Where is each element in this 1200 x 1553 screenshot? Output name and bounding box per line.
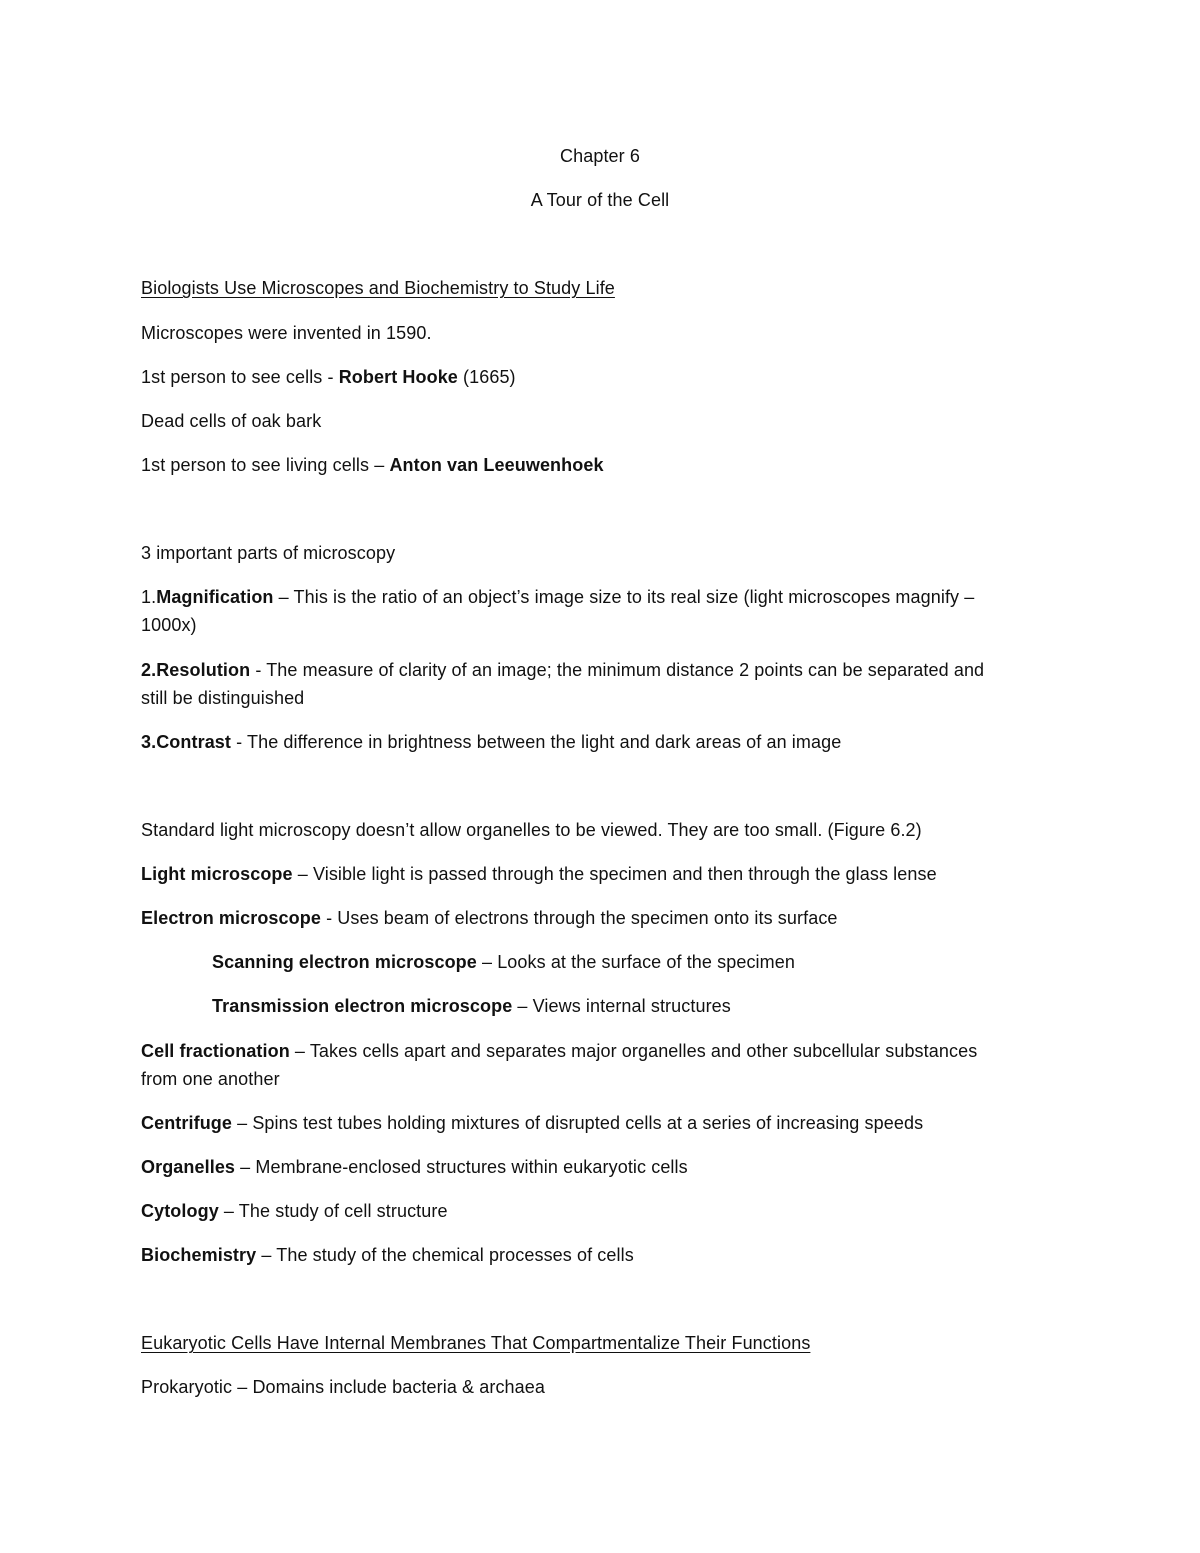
contrast-def: - The difference in brightness between the light and dark areas of an image (231, 732, 842, 752)
microscopy-intro: 3 important parts of microscopy (141, 543, 396, 563)
paragraph-standard-light: Standard light microscopy doesn’t allow organelles to be viewed. They are too small. (Figure 6.2) (141, 820, 922, 840)
term-centrifuge (141, 1109, 1061, 1137)
hooke-pre: 1st person to see cells - (141, 367, 339, 387)
section-heading-eukaryotic: Eukaryotic Cells Have Internal Membranes That Compartmentalize Their Functions (141, 1333, 811, 1353)
cytology-term: Cytology (141, 1201, 219, 1221)
hooke-name: Robert Hooke (338, 367, 458, 387)
biochemistry-def: – The study of the chemical processes of cells (256, 1245, 634, 1265)
light-microscope-term: Light microscope (141, 864, 293, 884)
magnification-item (141, 583, 1061, 611)
magnification-number: 1. (141, 587, 157, 607)
contrast-term: 3.Contrast (141, 732, 232, 752)
scanning-electron-def: – Looks at the surface of the specimen (476, 952, 795, 972)
centrifuge-term: Centrifuge (141, 1113, 232, 1133)
paragraph-oak-bark: Dead cells of oak bark (141, 411, 322, 431)
light-microscope-def: – Visible light is passed through the specimen and then through the glass lense (292, 864, 937, 884)
term-biochemistry (141, 1241, 1061, 1269)
electron-microscope-def: - Uses beam of electrons through the specimen onto its surface (320, 908, 838, 928)
hooke-post: (1665) (457, 367, 516, 387)
magnification-def: – This is the ratio of an object’s image size to its real size (light microscopes magnify – (273, 587, 975, 607)
term-cytology (141, 1197, 1061, 1225)
term-light-microscope (141, 860, 1061, 888)
magnification-def-cont: 1000x) (141, 615, 197, 635)
biochemistry-term: Biochemistry (141, 1245, 257, 1265)
cell-fractionation-def-cont: from one another (141, 1069, 280, 1089)
resolution-def-cont: still be distinguished (141, 688, 305, 708)
resolution-term: 2.Resolution (141, 660, 251, 680)
term-cell-fractionation (141, 1037, 1061, 1065)
chapter-title: A Tour of the Cell (530, 190, 670, 210)
magnification-term: Magnification (156, 587, 274, 607)
leeuwenhoek-pre: 1st person to see living cells – (141, 455, 390, 475)
organelles-term: Organelles (141, 1157, 236, 1177)
term-organelles (141, 1153, 1061, 1181)
resolution-item (141, 656, 1061, 684)
cell-fractionation-def: – Takes cells apart and separates major organelles and other subcellular substances (289, 1041, 978, 1061)
paragraph-prokaryotic: Prokaryotic – Domains include bacteria & archaea (141, 1377, 545, 1397)
scanning-electron-term: Scanning electron microscope (212, 952, 477, 972)
term-electron-microscope (141, 904, 1061, 932)
cytology-def: – The study of cell structure (218, 1201, 448, 1221)
paragraph-leeuwenhoek (141, 451, 1061, 479)
contrast-item (141, 728, 1061, 756)
transmission-electron-term: Transmission electron microscope (212, 996, 513, 1016)
cell-fractionation-term: Cell fractionation (141, 1041, 290, 1061)
centrifuge-def: – Spins test tubes holding mixtures of disrupted cells at a series of increasing speeds (232, 1113, 924, 1133)
chapter-label: Chapter 6 (560, 146, 640, 166)
organelles-def: – Membrane-enclosed structures within eukaryotic cells (235, 1157, 688, 1177)
leeuwenhoek-name: Anton van Leeuwenhoek (389, 455, 604, 475)
transmission-electron-def: – Views internal structures (512, 996, 731, 1016)
term-transmission-electron (212, 992, 1132, 1020)
paragraph-invented: Microscopes were invented in 1590. (141, 323, 432, 343)
paragraph-hooke (141, 363, 1061, 391)
resolution-def: - The measure of clarity of an image; the minimum distance 2 points can be separated and (250, 660, 985, 680)
electron-microscope-term: Electron microscope (141, 908, 321, 928)
section-heading-microscopes: Biologists Use Microscopes and Biochemistry to Study Life (141, 278, 615, 298)
term-scanning-electron (212, 948, 1132, 976)
